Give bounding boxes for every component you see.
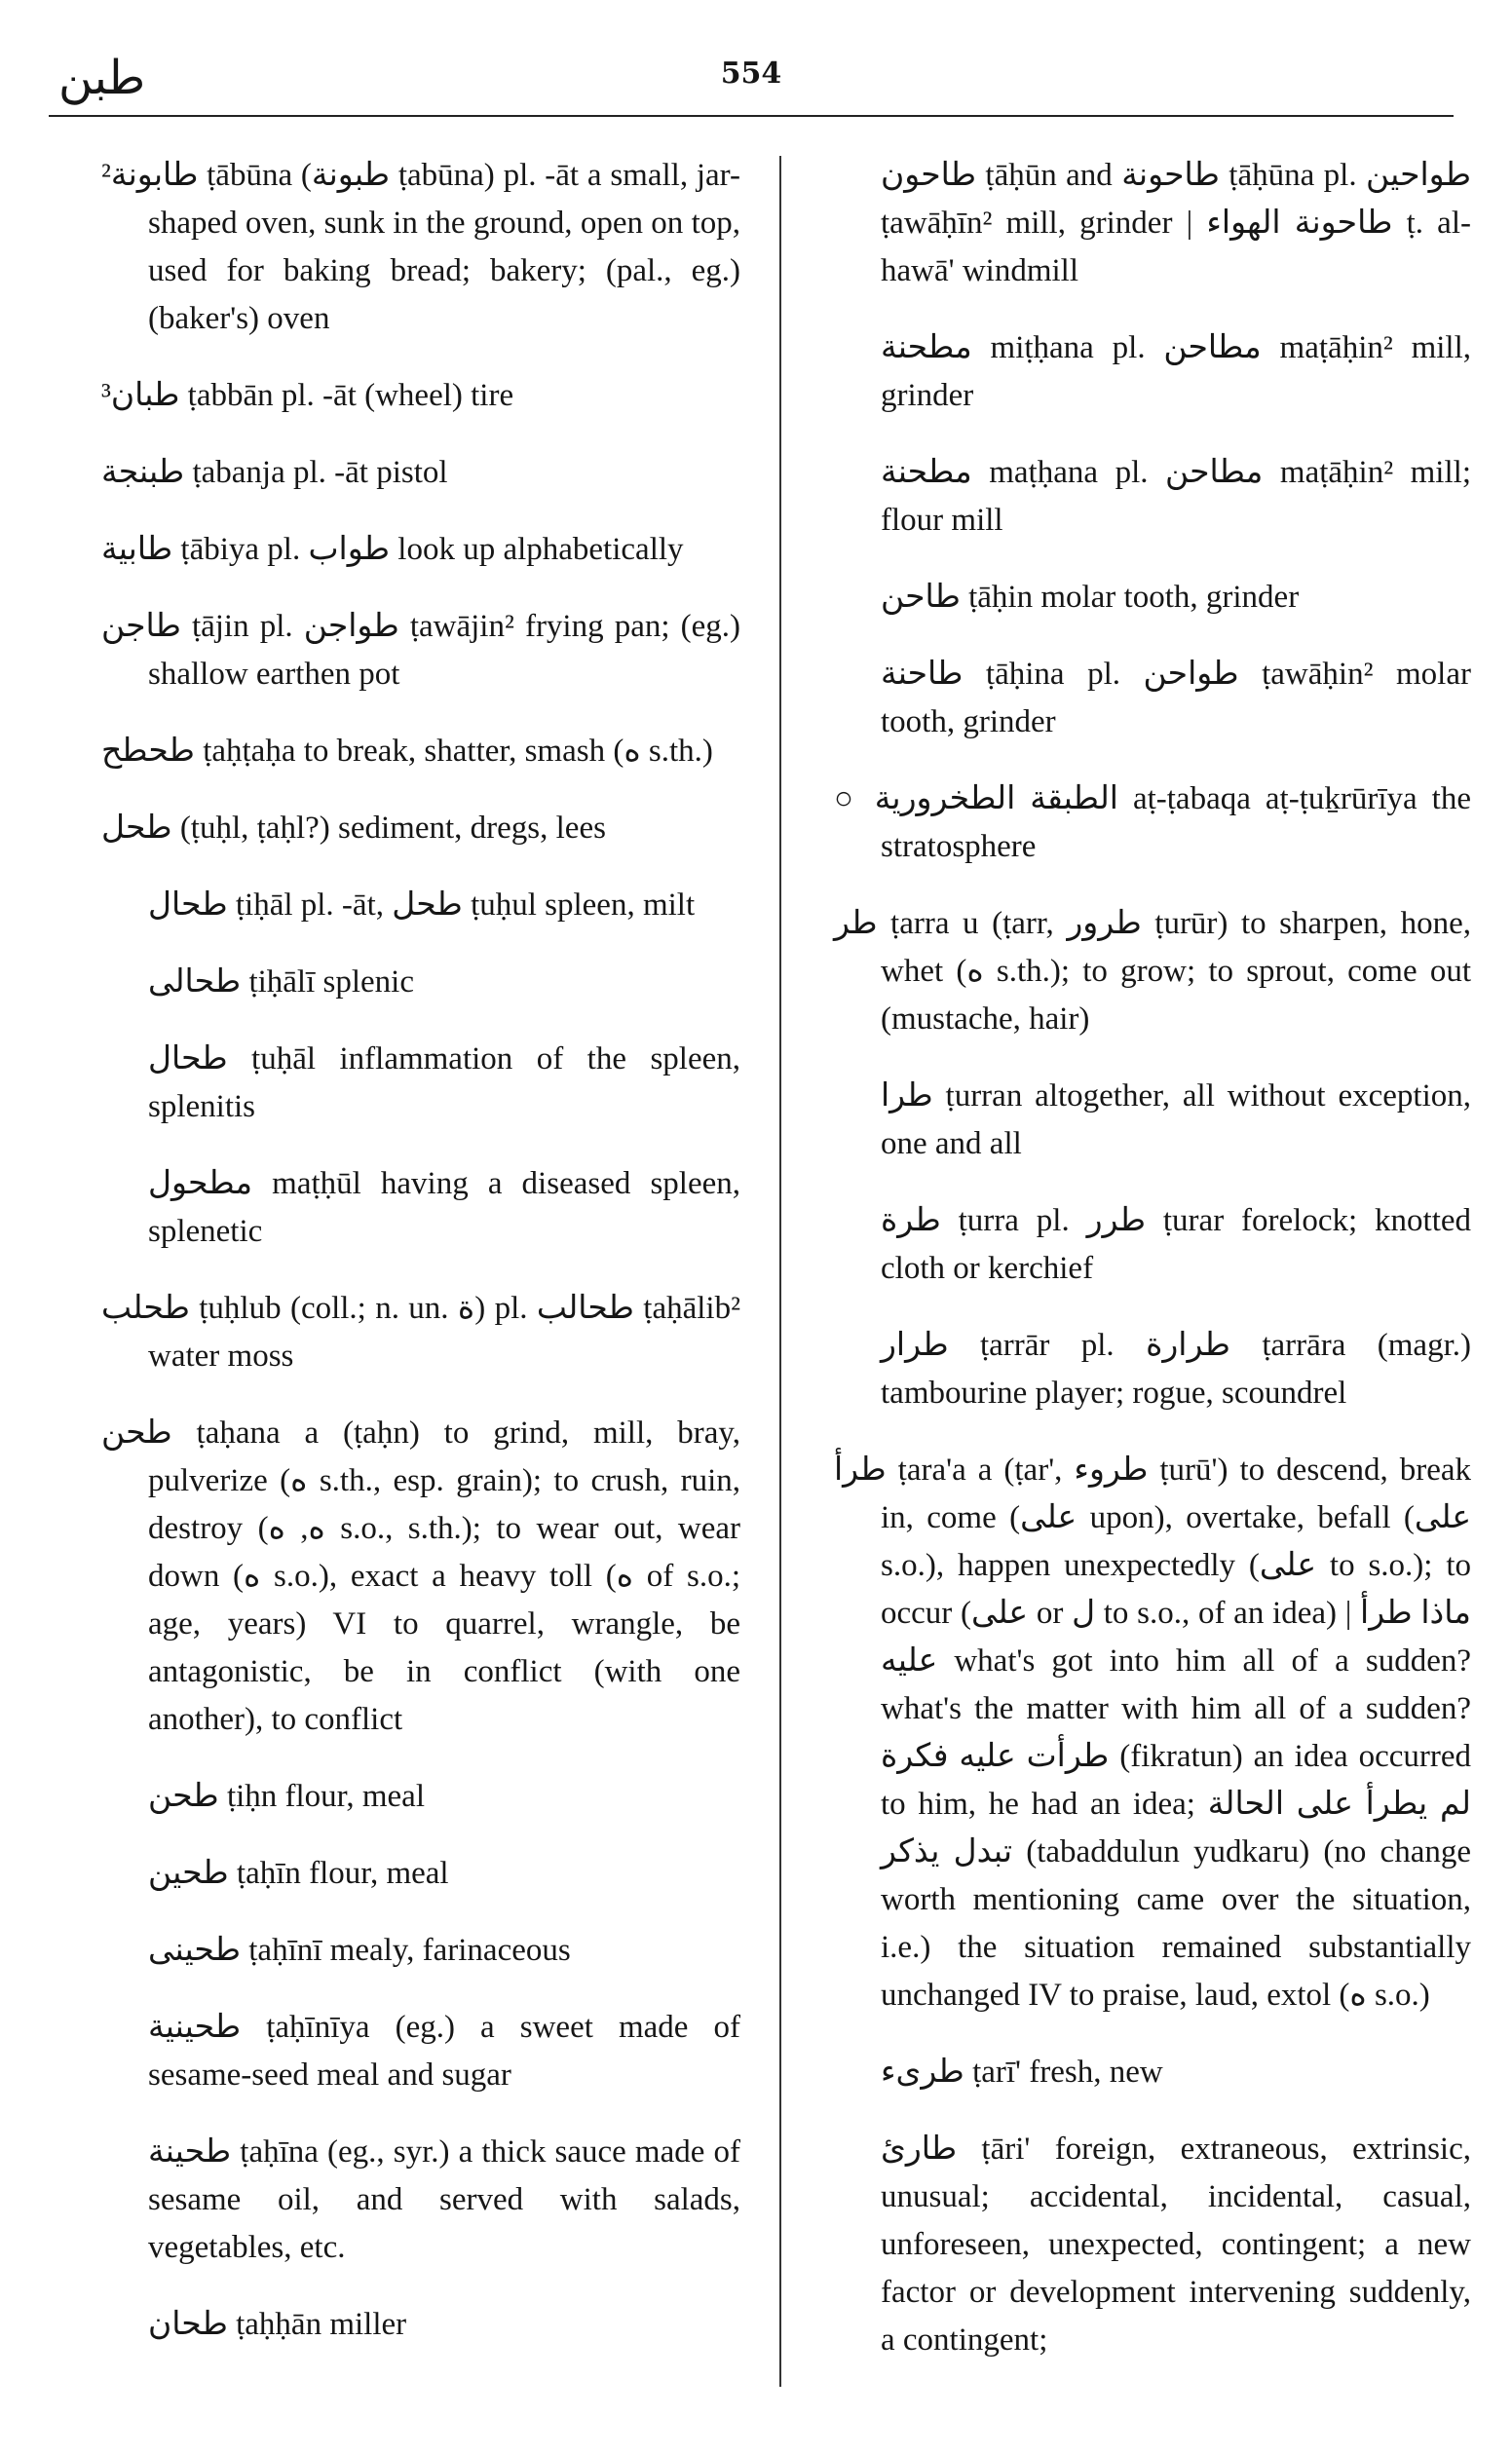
dictionary-entry: طحن ṭiḥn flour, meal bbox=[148, 1779, 425, 1814]
dictionary-entry: مطحنة miṭḥana pl. مطاحن maṭāḥin² mill, grinder bbox=[881, 330, 1472, 413]
dictionary-entry: طاحنة ṭāḥina pl. طواحن ṭawāḥin² molar tooth, grinder bbox=[881, 657, 1471, 739]
dictionary-entry: ²طابونة ṭābūna (طبونة ṭabūna) pl. -āt a small, jar-shaped oven, sunk in the ground, open on top, used for baking bread; bakery; (pal., eg.) (baker's) oven bbox=[101, 158, 741, 336]
page-header bbox=[49, 43, 1454, 113]
dictionary-entry: طاحن ṭāḥin molar tooth, grinder bbox=[881, 580, 1300, 615]
dictionary-entry: طرار ṭarrār pl. طرارة ṭarrāra (magr.) tambourine player; rogue, scoundrel bbox=[881, 1328, 1471, 1411]
dictionary-entry: طابية ṭābiya pl. طواب look up alphabetically bbox=[101, 532, 684, 567]
dictionary-entry: طاجن ṭājin pl. طواجن ṭawājin² frying pan; (eg.) shallow earthen pot bbox=[101, 609, 740, 692]
dictionary-entry: طحال ṭuḥāl inflammation of the spleen, splenitis bbox=[148, 1041, 740, 1124]
dictionary-entry: طحالى ṭiḥālī splenic bbox=[148, 964, 414, 1000]
column-divider bbox=[779, 156, 781, 2387]
page-number: 554 bbox=[720, 57, 782, 91]
dictionary-entry: ○ الطبقة الطخرورية aṭ-ṭabaqa aṭ-ṭuḵrūrīya the stratosphere bbox=[834, 781, 1471, 864]
dictionary-entry: طحن ṭaḥana a (ṭaḥn) to grind, mill, bray, pulverize (ه s.th., esp. grain); to crush, ruin, destroy (ه, ه s.o., s.th.); to wear out, wear down (ه s.o.), exact a heavy toll (ه of s.o.; age, years) VI to quarrel, wrangle, be antagonistic, be in conflict (with one another), to conflict bbox=[101, 1416, 740, 1737]
dictionary-entry: طحينية ṭaḥīnīya (eg.) a sweet made of sesame-seed meal and sugar bbox=[148, 2010, 740, 2093]
dictionary-entry: طاحون ṭāḥūn and طاحونة ṭāḥūna pl. طواحين ṭawāḥīn² mill, grinder | طاحونة الهواء ṭ. al-hawā' windmill bbox=[881, 158, 1471, 288]
dictionary-entry: طر ṭarra u (ṭarr, طرور ṭurūr) to sharpen, hone, whet (ه s.th.); to grow; to sprout, come out (mustache, hair) bbox=[834, 906, 1472, 1037]
dictionary-entry: طرأ ṭara'a a (ṭar', طروء ṭurū') to descend, break in, come (على upon), overtake, befall (على s.o.), happen unexpectedly (على to s.o.); to occur (على or ل to s.o., of an idea) | ماذا طرأ عليه what's got into him all of a sudden? what's the matter with him all of a sudden? طرأت عليه فكرة (fikratun) an idea occurred to him, he had an idea; لم يطرأ على الحالة تبدل يذكر (tabaddulun yudkaru) (no change worth mentioning came over the situation, i.e.) the situation remained substantially unchanged IV to praise, laud, extol (ه s.o.) bbox=[834, 1453, 1472, 2013]
dictionary-entry: طحطح ṭaḥṭaḥa to break, shatter, smash (ه s.th.) bbox=[101, 734, 713, 769]
dictionary-entry: مطحنة maṭḥana pl. مطاحن maṭāḥin² mill; flour mill bbox=[881, 455, 1471, 538]
dictionary-entry: طحال ṭiḥāl pl. -āt, طحل ṭuḥul spleen, milt bbox=[148, 887, 696, 923]
dictionary-entry: طحل (ṭuḥl, ṭaḥl?) sediment, dregs, lees bbox=[101, 811, 606, 846]
dictionary-entry: طبنجة ṭabanja pl. -āt pistol bbox=[101, 455, 448, 490]
header-rule bbox=[49, 115, 1454, 117]
dictionary-entry: طحان ṭaḥḥān miller bbox=[148, 2307, 407, 2342]
dictionary-entry: طرا ṭurran altogether, all without exception, one and all bbox=[881, 1078, 1471, 1161]
dictionary-entry: طرىء ṭarī' fresh, new bbox=[881, 2055, 1163, 2090]
dictionary-entry: طرة ṭurra pl. طرر ṭurar forelock; knotted cloth or kerchief bbox=[881, 1203, 1472, 1286]
dictionary-entry: ³طبان ṭabbān pl. -āt (wheel) tire bbox=[101, 378, 514, 413]
dictionary-entry: طحين ṭaḥīn flour, meal bbox=[148, 1856, 449, 1891]
dictionary-entry: طارئ ṭāri' foreign, extraneous, extrinsic, unusual; accidental, incidental, casual, unforeseen, unexpected, contingent; a new factor or development intervening suddenly, a contingent; bbox=[881, 2132, 1471, 2358]
dictionary-entry: طحينى ṭaḥīnī mealy, farinaceous bbox=[148, 1933, 571, 1968]
dictionary-entry: طحينة ṭaḥīna (eg., syr.) a thick sauce made of sesame oil, and served with salads, vegetables, etc. bbox=[148, 2134, 740, 2265]
right-column bbox=[834, 152, 1471, 2394]
left-column bbox=[101, 152, 740, 2378]
dictionary-entry: مطحول maṭḥūl having a diseased spleen, splenetic bbox=[148, 1166, 740, 1249]
dictionary-entry: طحلب ṭuḥlub (coll.; n. un. ة) pl. طحالب ṭaḥālib² water moss bbox=[101, 1291, 740, 1374]
running-headword: طبن bbox=[58, 51, 146, 105]
